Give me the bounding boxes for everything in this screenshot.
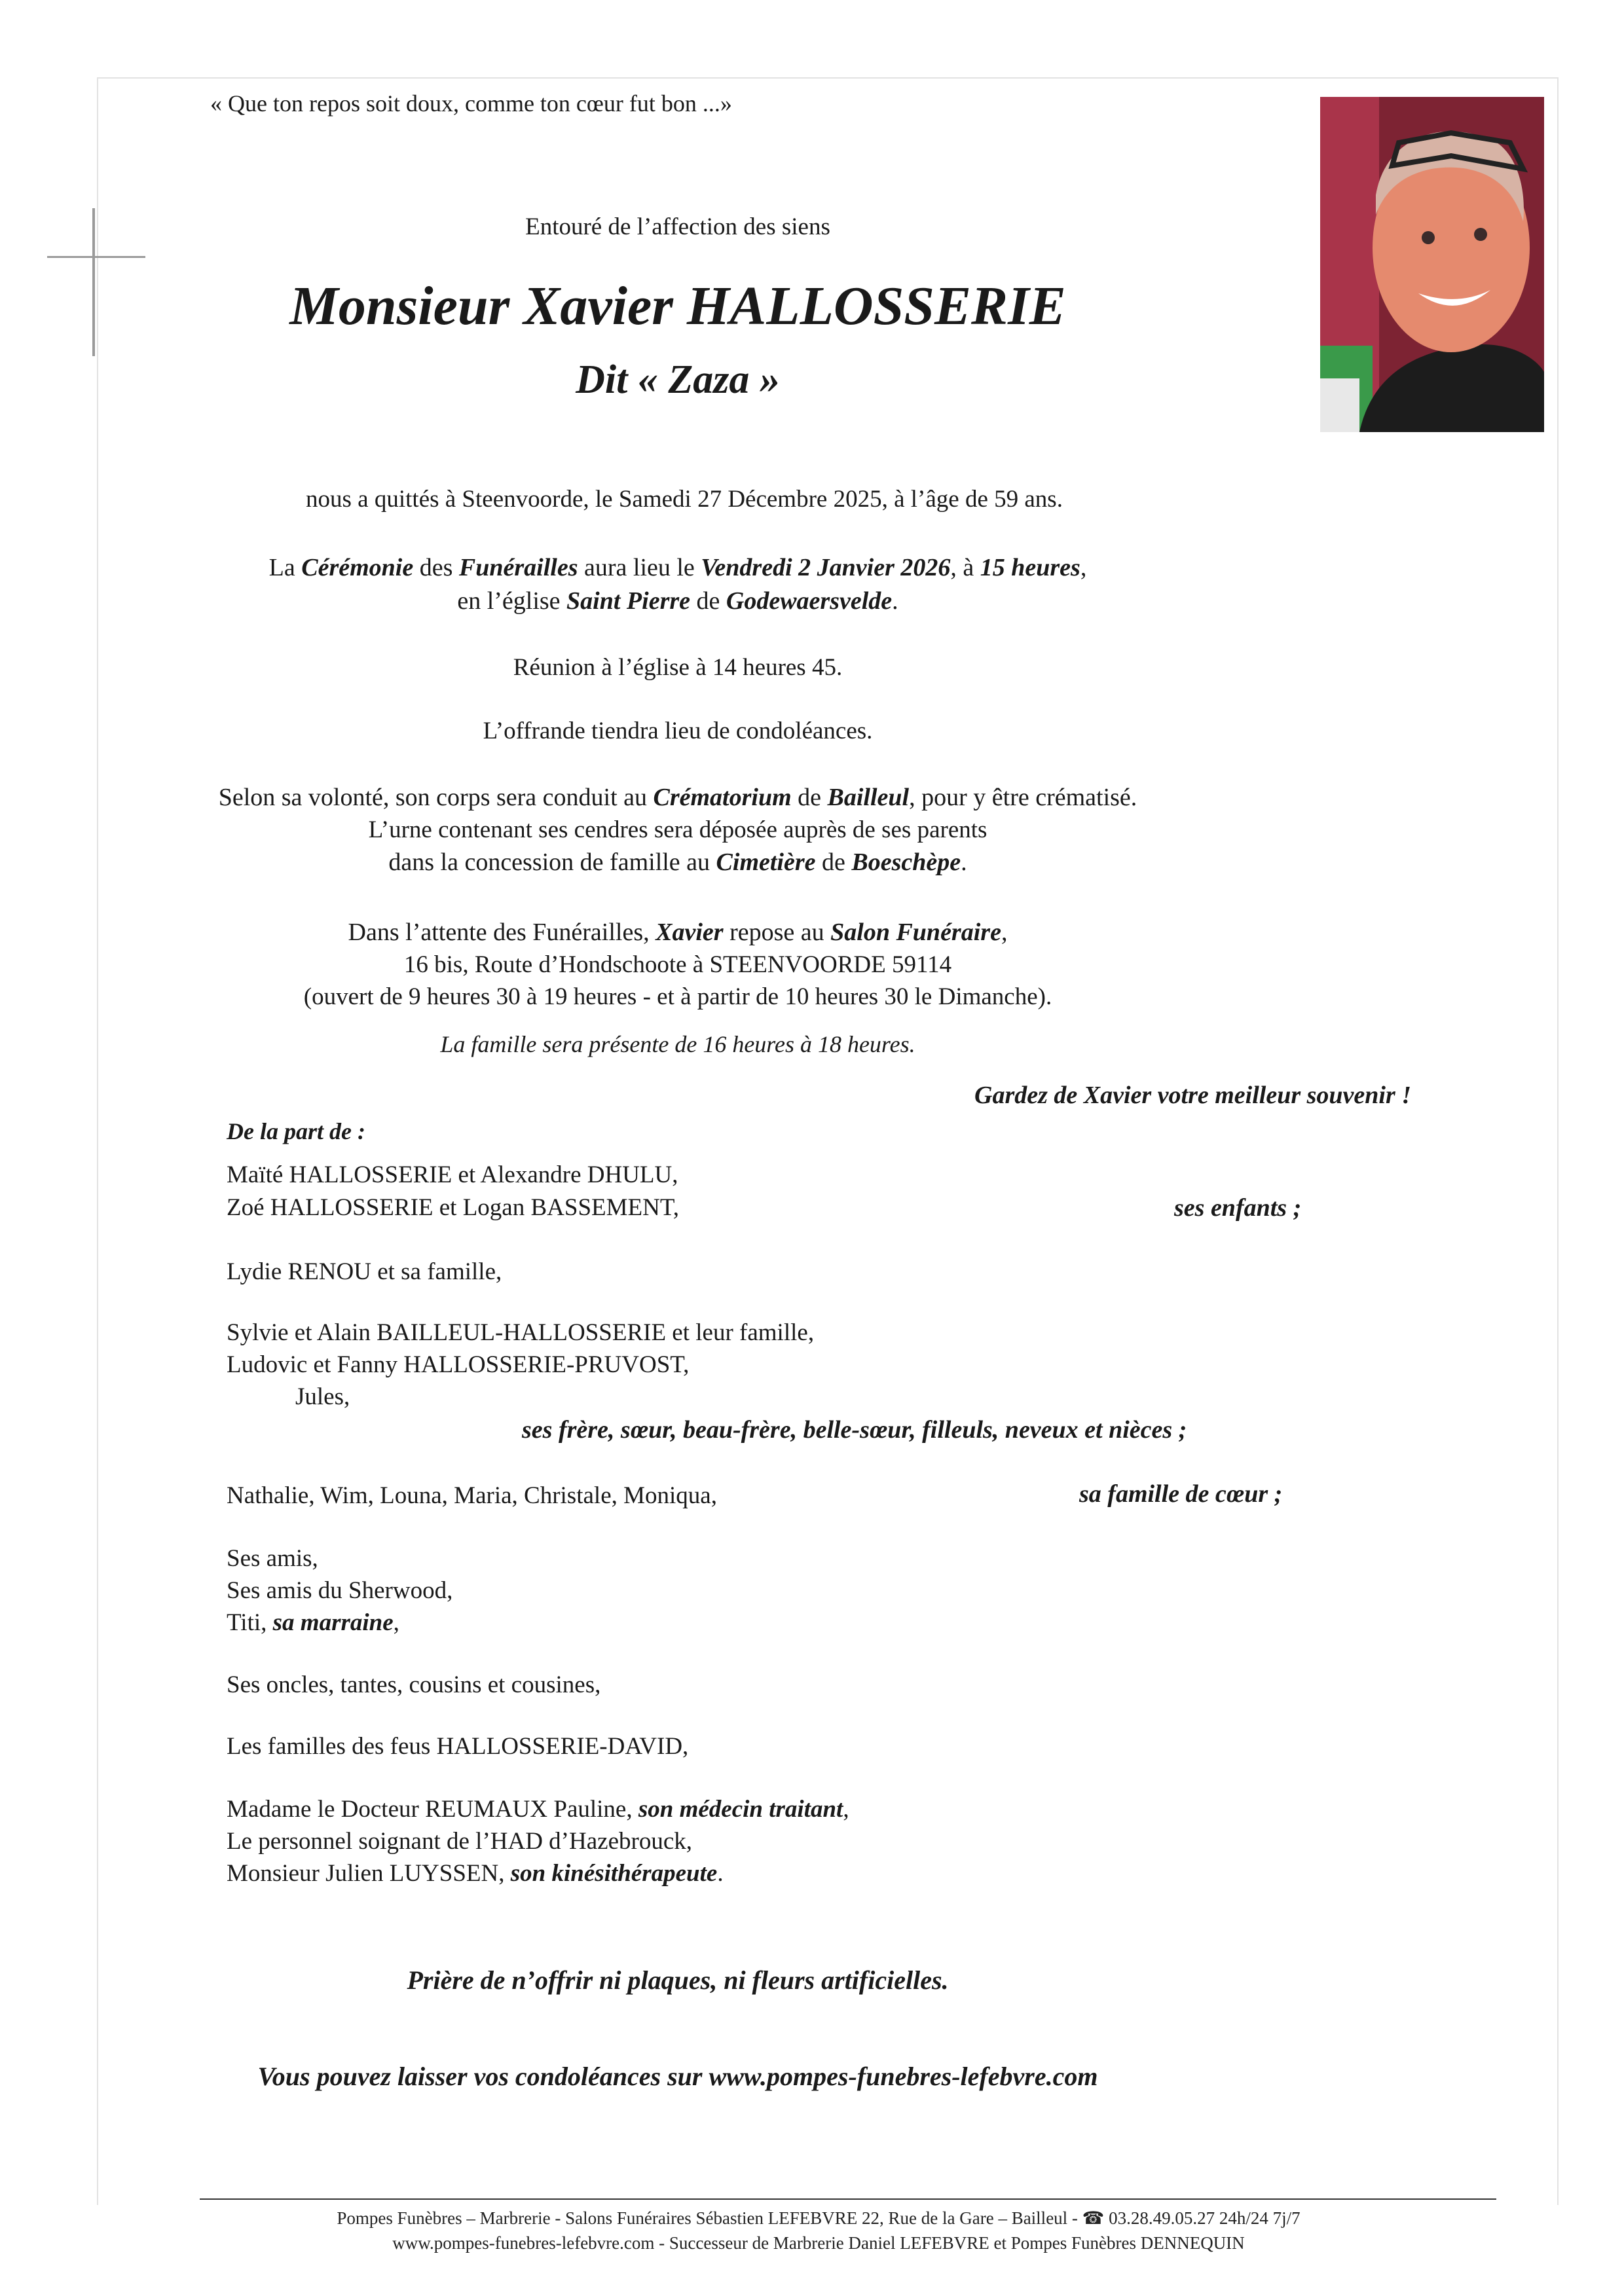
freres-label: ses frère, sœur, beau-frère, belle-sœur, filleuls, neveux et nièces ;	[522, 1416, 1187, 1444]
family-presence: La famille sera présente de 16 heures à 18 heures.	[440, 1031, 915, 1057]
medecin-line: Madame le Docteur REUMAUX Pauline, son médecin traitant,	[227, 1796, 849, 1823]
coeur-label: sa famille de cœur ;	[1079, 1480, 1283, 1508]
freres-line-3: Jules,	[295, 1383, 350, 1410]
phone-icon: ☎	[1082, 2208, 1105, 2228]
reunion-text: Réunion à l’église à 14 heures 45.	[513, 654, 843, 681]
kine-line: Monsieur Julien LUYSSEN, son kinésithérapeute.	[227, 1860, 724, 1887]
familles-line: Les familles des feus HALLOSSERIE-DAVID,	[227, 1733, 689, 1760]
cremation-line-2: L’urne contenant ses cendres sera déposée auprès de ses parents	[368, 816, 987, 843]
cremation-line-3: dans la concession de famille au Cimetière de Boeschèpe.	[388, 848, 967, 876]
enfants-label: ses enfants ;	[1174, 1194, 1302, 1222]
ceremony-line-2: en l’église Saint Pierre de Godewaersvelde.	[457, 587, 898, 615]
had-line: Le personnel soignant de l’HAD d’Hazebrouck,	[227, 1828, 692, 1855]
deceased-name: Monsieur Xavier HALLOSSERIE	[289, 276, 1066, 337]
salon-line-1: Dans l’attente des Funérailles, Xavier repose au Salon Funéraire,	[348, 919, 1008, 946]
souvenir-text: Gardez de Xavier votre meilleur souvenir !	[974, 1082, 1412, 1109]
footer-line-2: www.pompes-funebres-lefebvre.com - Successeur de Marbrerie Daniel LEFEBVRE et Pompes Funèbres DENNEQUIN	[392, 2233, 1245, 2253]
offrande-text: L’offrande tiendra lieu de condoléances.	[483, 718, 873, 744]
amis-line-2: Ses amis du Sherwood,	[227, 1577, 453, 1604]
deceased-nickname: Dit « Zaza »	[576, 357, 780, 402]
coeur-line: Nathalie, Wim, Louna, Maria, Christale, Moniqua,	[227, 1482, 717, 1509]
amis-line-1: Ses amis,	[227, 1545, 318, 1572]
freres-line-2: Ludovic et Fanny HALLOSSERIE-PRUVOST,	[227, 1351, 690, 1378]
frame-right	[1557, 77, 1559, 2205]
freres-line-1: Sylvie et Alain BAILLEUL-HALLOSSERIE et leur famille,	[227, 1319, 815, 1346]
priere-text: Prière de n’offrir ni plaques, ni fleurs artificielles.	[407, 1965, 949, 1995]
footer-line-1: Pompes Funèbres – Marbrerie - Salons Funéraires Sébastien LEFEBVRE 22, Rue de la Gare – Bailleul - ☎ 03.28.49.05.27 24h/24 7j/7	[337, 2208, 1301, 2228]
de-la-part-heading: De la part de :	[227, 1118, 365, 1144]
frame-top	[97, 77, 1559, 79]
lydie-line: Lydie RENOU et sa famille,	[227, 1258, 502, 1285]
ceremony-line-1: La Cérémonie des Funérailles aura lieu le Vendredi 2 Janvier 2026, à 15 heures,	[268, 554, 1087, 581]
cremation-line-1: Selon sa volonté, son corps sera conduit au Crématorium de Bailleul, pour y être crématisé.	[218, 784, 1137, 811]
intro-text: Entouré de l’affection des siens	[525, 213, 830, 240]
death-announcement: nous a quittés à Steenvoorde, le Samedi 27 Décembre 2025, à l’âge de 59 ans.	[306, 486, 1063, 513]
amis-line-3: Titi, sa marraine,	[227, 1609, 399, 1636]
enfants-line-1: Maïté HALLOSSERIE et Alexandre DHULU,	[227, 1161, 678, 1188]
salon-address: 16 bis, Route d’Hondschoote à STEENVOORDE 59114	[403, 951, 952, 978]
epigraph: « Que ton repos soit doux, comme ton cœur fut bon ...»	[210, 90, 732, 117]
footer-divider	[200, 2198, 1496, 2200]
oncles-line: Ses oncles, tantes, cousins et cousines,	[227, 1671, 601, 1698]
salon-hours: (ouvert de 9 heures 30 à 19 heures - et à partir de 10 heures 30 le Dimanche).	[303, 983, 1052, 1010]
enfants-line-2: Zoé HALLOSSERIE et Logan BASSEMENT,	[227, 1194, 679, 1221]
condoleances-text: Vous pouvez laisser vos condoléances sur www.pompes-funebres-lefebvre.com	[257, 2062, 1098, 2091]
